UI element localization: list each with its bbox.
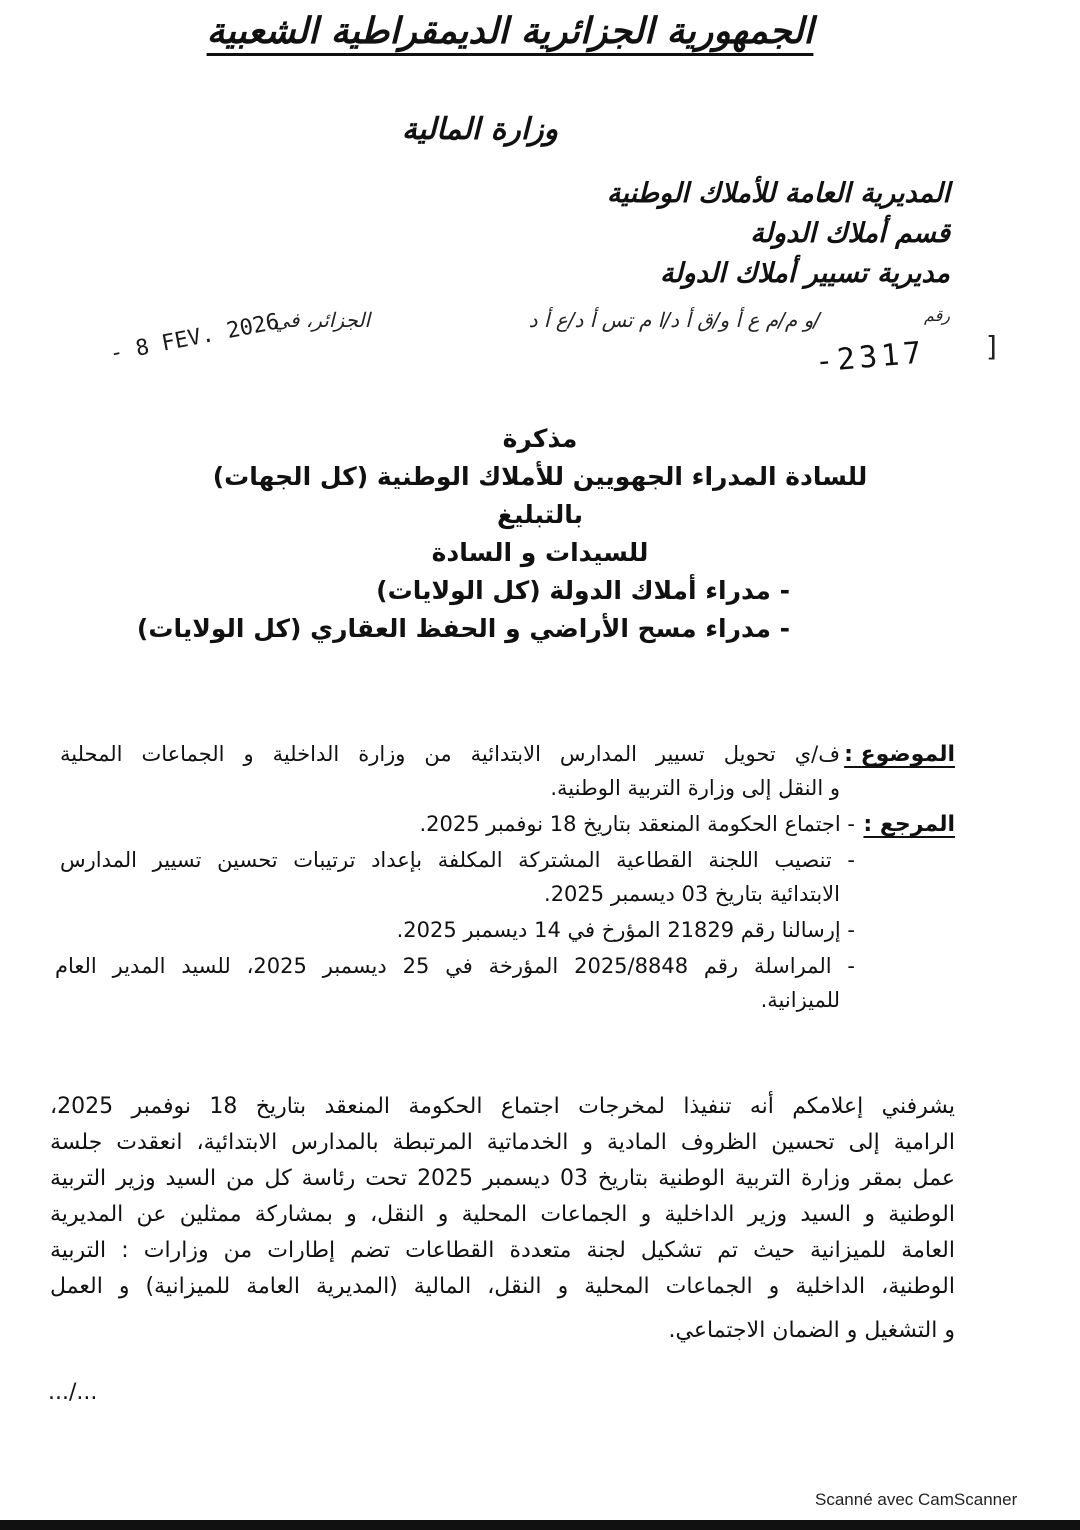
- continued-mark: .../...: [48, 1380, 98, 1405]
- memo-addressee: للسادة المدراء الجهويين للأملاك الوطنية (كل الجهات): [212, 462, 868, 491]
- directorate-general-heading: المديرية العامة للأملاك الوطنية: [606, 178, 950, 209]
- number-label: رقم: [923, 306, 950, 325]
- ministry-heading: وزارة المالية: [401, 112, 559, 147]
- body-paragraph-line: و التشغيل و الضمان الاجتماعي.: [668, 1318, 955, 1343]
- date-stamp: - 8 FEV. 2026: [107, 309, 282, 367]
- references-label: المرجع :: [863, 812, 955, 837]
- reference-item: - تنصيب اللجنة القطاعية المشتركة المكلفة بإعداد ترتيبات تحسين تسيير المدارس: [60, 848, 855, 872]
- handwritten-reference-number: -2317: [813, 335, 927, 380]
- margin-mark: ]: [986, 330, 997, 363]
- subject-text-line: و النقل إلى وزارة التربية الوطنية.: [550, 776, 840, 800]
- place-label: الجزائر، في: [273, 308, 370, 332]
- body-paragraph-line: الوطنية، الداخلية و الجماعات المحلية و النقل، المالية (المديرية العامة للميزانية) و العمل: [50, 1274, 955, 1299]
- body-paragraph-line: عمل بمقر وزارة التربية الوطنية بتاريخ 03 ديسمبر 2025 تحت رئاسة كل من السيد وزير التربية: [50, 1166, 955, 1191]
- department-heading: قسم أملاك الدولة: [750, 218, 950, 249]
- reference-item: - المراسلة رقم 2025/8848 المؤرخة في 25 ديسمبر 2025، للسيد المدير العام: [55, 954, 855, 978]
- reference-item: - اجتماع الحكومة المنعقد بتاريخ 18 نوفمبر 2025.: [419, 812, 855, 836]
- subject-label: الموضوع :: [844, 742, 955, 767]
- recipient-item: - مدراء مسح الأراضي و الحفظ العقاري (كل الولايات): [136, 614, 790, 643]
- body-paragraph-line: الوطنية و السيد وزير الداخلية و الجماعات المحلية و النقل، و بمشاركة ممثلين عن المديرية: [50, 1202, 955, 1227]
- scanner-watermark: Scanné avec CamScanner: [815, 1490, 1018, 1509]
- reference-item-continuation: الابتدائية بتاريخ 03 ديسمبر 2025.: [544, 882, 840, 906]
- memo-ladies-gentlemen: للسيدات و السادة: [431, 538, 649, 567]
- reference-item-continuation: للميزانية.: [760, 988, 840, 1012]
- number-code: /و م/م ع أ و/ق أ د/ا م تس أ د/ع أ د: [528, 308, 820, 332]
- body-paragraph-line: يشرفني إعلامكم أنه تنفيذا لمخرجات اجتماع الحكومة المنعقد بتاريخ 18 نوفمبر 2025،: [50, 1094, 955, 1119]
- body-paragraph-line: العامة للميزانية حيث تم تشكيل لجنة متعددة القطاعات تضم إطارات من وزارات : التربية: [50, 1238, 955, 1263]
- body-paragraph-line: الرامية إلى تحسين الظروف المادية و الخدماتية المرتبطة بالمدارس الابتدائية، انعقدت جلسة: [50, 1130, 955, 1155]
- reference-item: - إرسالنا رقم 21829 المؤرخ في 14 ديسمبر 2025.: [396, 918, 855, 942]
- directorate-heading: مديرية تسيير أملاك الدولة: [660, 258, 950, 289]
- recipient-item: - مدراء أملاك الدولة (كل الولايات): [376, 576, 790, 605]
- memo-notify: بالتبليغ: [496, 500, 584, 529]
- memo-title: مذكرة: [502, 424, 578, 453]
- subject-text-line: ف/ي تحويل تسيير المدارس الابتدائية من وزارة الداخلية و الجماعات المحلية: [60, 742, 840, 766]
- republic-heading: الجمهورية الجزائرية الديمقراطية الشعبية: [206, 10, 814, 52]
- page-bottom-border: [0, 1520, 1080, 1530]
